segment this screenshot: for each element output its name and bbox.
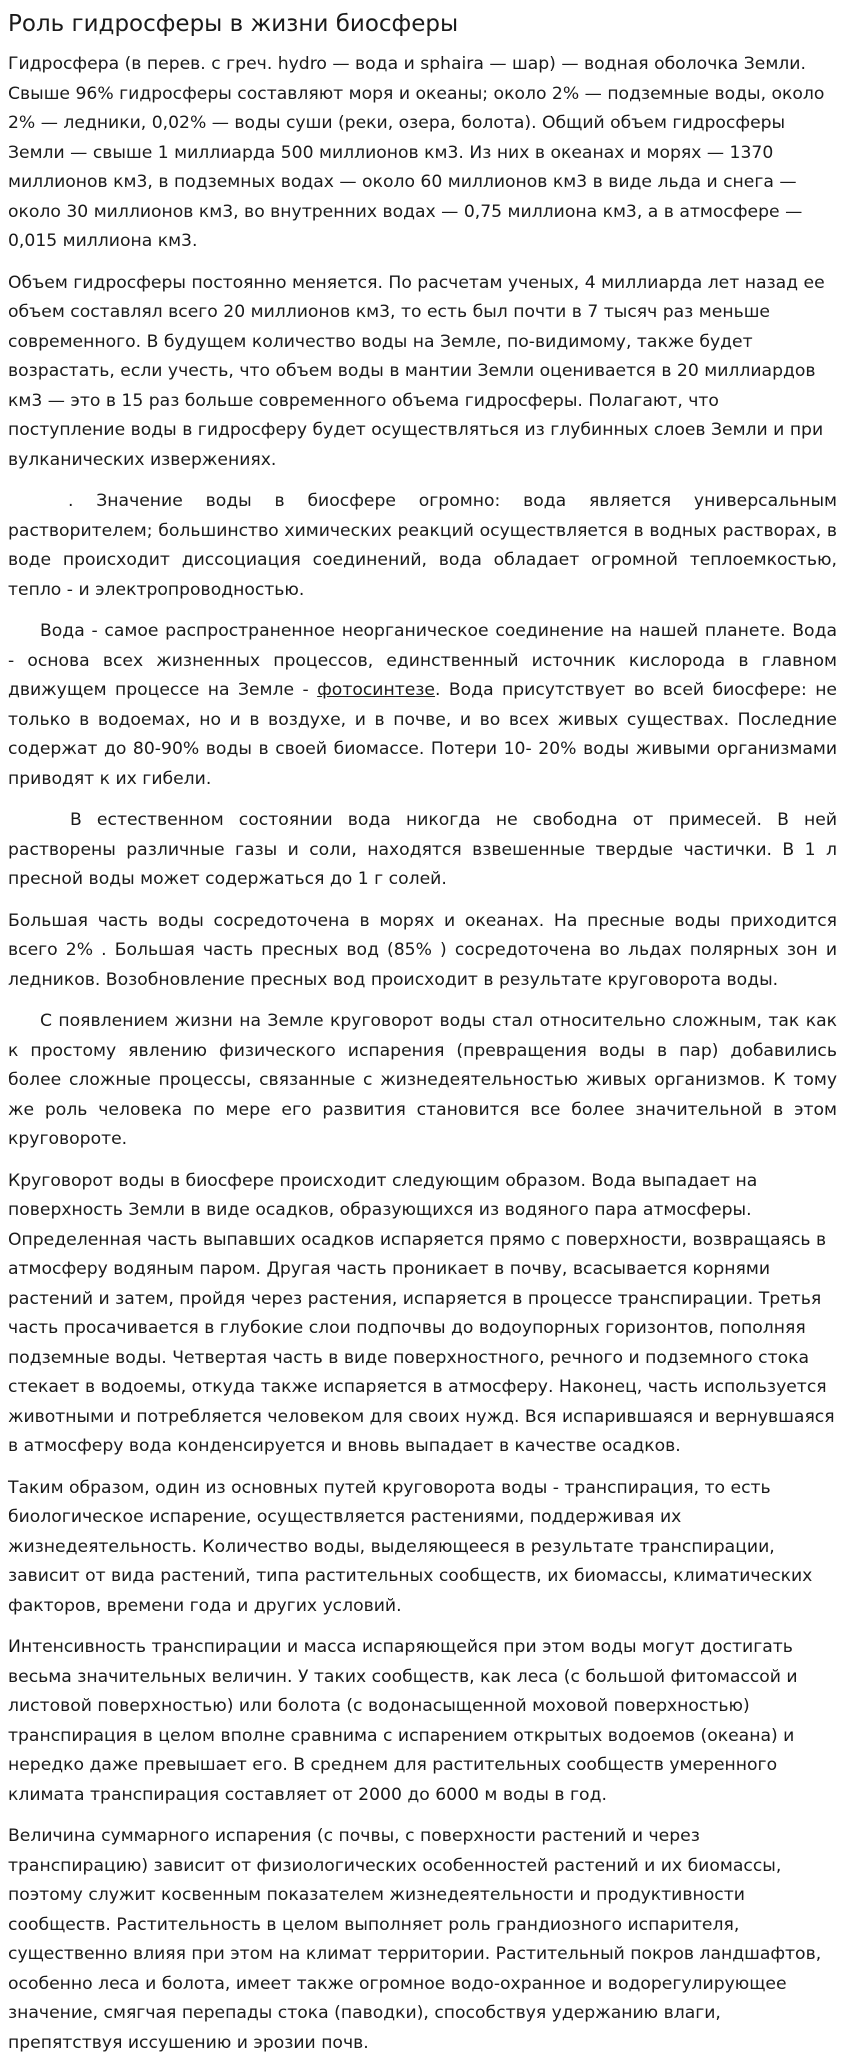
paragraph-fresh-water: Большая часть воды сосредоточена в морях и океанах. На пресные воды приходится всего 2% . Большая часть пресных вод (85% ) сосредоточена во льдах полярных зон и ледников. Возобновление пресных вод происходит в результате круговорота воды. xyxy=(8,910,837,990)
paragraph-text: . Вода присутствует во всей биосфере: не только в водоемах, но и в воздухе, и в почве, и во всех живых существах. Последние содержат до 80-90% воды в своей биомассе. Потери 10- 20% воды живыми организмами приводят к их гибели. xyxy=(8,680,838,789)
paragraph-water-cycle-process: Круговорот воды в биосфере происходит следующим образом. Вода выпадает на поверхность Земли в виде осадков, образующихся из водяного пара атмосферы. Определенная часть выпавших осадков испаряется прямо с поверхности, возвращаясь в атмосферу водяным паром. Другая часть проникает в почву, всасывается корнями растений и затем, пройдя через растения, испаряется в процессе транспирации. Третья часть просачивается в глубокие слои подпочвы до водоупорных горизонтов, пополняя подземные воды. Четвертая часть в виде поверхностного, речного и подземного стока стекает в водоемы, откуда также испаряется в атмосферу. Наконец, часть используется животными и потребляется человеком для своих нужд. Вся испарившаяся и вернувшаяся в атмосферу вода конденсируется и вновь выпадает в качестве осадков. xyxy=(8,1170,835,1456)
paragraph-water-cycle-life: С появлением жизни на Земле круговорот воды стал относительно сложным, так как к простому явлению физического испарения (превращения воды в пар) добавились более сложные процессы, связанные с жизнедеятельностью живых организмов. К тому же роль человека по мере его развития становится все более значительной в этом круговороте. xyxy=(8,1011,837,1149)
page-title: Роль гидросферы в жизни биосферы xyxy=(8,11,459,37)
paragraph-hydrosphere-definition: Гидросфера (в перев. с греч. hydro — вода и sphaira — шар) — водная оболочка Земли. Свыше 96% гидросферы составляют моря и океаны; около 2% — подземные воды, около 2% — ледники, 0,02% — воды суши (реки, озера, болота). Общий объем гидросферы Земли — свыше 1 миллиарда 500 миллионов км3. Из них в океанах и морях — 1370 миллионов км3, в подземных водах — около 60 миллионов км3 в виде льда и снега — около 30 миллионов км3, во внутренних водах — 0,75 миллиона км3, а в атмосфере — 0,015 миллиона км3. xyxy=(8,54,825,251)
paragraph-total-evaporation: Величина суммарного испарения (с почвы, с поверхности растений и через транспирацию) зависит от физиологических особенностей растений и их биомассы, поэтому служит косвенным показателем жизнедеятельности и продуктивности сообществ. Растительность в целом выполняет роль грандиозного испарителя, существенно влияя при этом на климат территории. Растительный покров ландшафтов, особенно леса и болота, имеет также огромное водо-охранное и водорегулирующее значение, смягчая перепады стока (паводки), способствуя удержанию влаги, препятствуя иссушению и эрозии почв. xyxy=(8,1826,822,2053)
paragraph-hydrosphere-volume: Объем гидросферы постоянно меняется. По расчетам ученых, 4 миллиарда лет назад ее объем составлял всего 20 миллионов км3, то есть был почти в 7 тысяч раз меньше современного. В будущем количество воды на Земле, по-видимому, также будет возрастать, если учесть, что объем воды в мантии Земли оценивается в 20 миллиардов км3 — это в 15 раз больше современного объема гидросферы. Полагают, что поступление воды в гидросферу будет осуществляться из глубинных слоев Земли и при вулканических извержениях. xyxy=(8,272,825,470)
paragraph-water-compound xyxy=(8,617,837,794)
paragraph-text: Вода - самое распространенное неорганическое соединение на нашей планете. Вода - основа всех жизненных процессов, единственный источник кислорода в главном движущем процессе на Земле - xyxy=(8,621,837,700)
paragraph-transpiration: Таким образом, один из основных путей круговорота воды - транспирация, то есть биологическое испарение, осуществляется растениями, поддерживая их жизнедеятельность. Количество воды, выделяющееся в результате транспирации, зависит от вида растений, типа растительных сообществ, их биомассы, климатических факторов, времени года и других условий. xyxy=(8,1477,813,1616)
paragraph-transpiration-intensity: Интенсивность транспирации и масса испаряющейся при этом воды могут достигать весьма значительных величин. У таких сообществ, как леса (с большой фитомассой и листовой поверхностью) или болота (с водонасыщенной моховой поверхностью) транспирация в целом вполне сравнима с испарением открытых водоемов (океана) и нередко даже превышает его. В среднем для растительных сообществ умеренного климата транспирация составляет от 2000 до 6000 м воды в год. xyxy=(8,1637,798,1805)
photosynthesis-link[interactable]: фотосинтезе xyxy=(317,680,436,700)
paragraph-water-importance: . Значение воды в биосфере огромно: вода является универсальным растворителем; большинство химических реакций осуществляется в водных растворах, в воде происходит диссоциация соединений, вода обладает огромной теплоемкостью, тепло - и электропроводностью. xyxy=(8,491,837,600)
paragraph-water-impurities: В естественном состоянии вода никогда не свободна от примесей. В ней растворены различные газы и соли, находятся взвешенные твердые частички. В 1 л пресной воды может содержаться до 1 г солей. xyxy=(8,810,837,889)
